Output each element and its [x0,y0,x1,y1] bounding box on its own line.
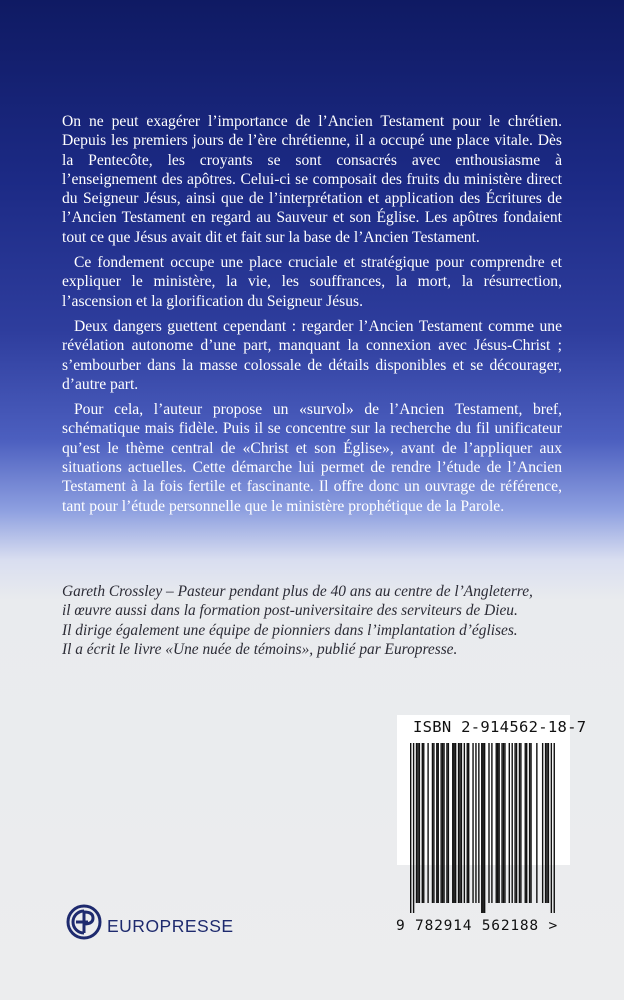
barcode-bar [478,743,479,903]
barcode-digits: 9 782914 562188 > [396,918,559,934]
barcode-bar [503,743,504,903]
barcode-bar [496,743,497,903]
barcode-bar [516,743,517,903]
barcode-bar [459,743,460,903]
bio-line-2: il œuvre aussi dans la formation post-universitaire des serviteurs de Dieu. [62,602,518,620]
barcode-bar [472,743,473,903]
barcode-bar [467,743,468,903]
barcode-bar [423,743,424,903]
barcode-bar [551,743,552,913]
barcode-bar [519,743,520,903]
barcode-bar [484,743,485,913]
barcode-bar [483,743,484,913]
barcode-bar [440,743,441,903]
publisher-name: EUROPRESSE [107,916,234,936]
back-cover-blurb [62,112,562,522]
barcode-icon [406,743,562,913]
barcode-bar [525,743,526,903]
barcode-bar [452,743,453,903]
blurb-paragraph-2: Ce fondement occupe une place cruciale et stratégique pour comprendre et expliquer le ministère, la vie, les souffrances, la mort, la résurrection, l’ascension et la glorification du Seigneur Jésus. [62,254,562,310]
barcode-bar [497,743,498,903]
barcode-bar [413,743,414,913]
barcode-bar [448,743,449,903]
barcode-bar [512,743,513,903]
barcode-bar [488,743,489,903]
bio-line-4: Il a écrit le livre «Une nuée de témoins», publié par Europresse. [62,641,458,659]
barcode-bar [438,743,439,903]
barcode-bar [548,743,549,903]
barcode-bar [509,743,510,903]
barcode-bar [526,743,527,903]
barcode-bar [436,743,437,903]
barcode-bar [520,743,521,903]
barcode-bar [536,743,537,903]
isbn-label: ISBN 2-914562-18-7 [413,718,587,736]
barcode-bar [454,743,455,903]
ep-monogram-icon [66,904,102,940]
barcode-bar [530,743,531,903]
barcode-bar [410,743,411,913]
barcode-bar [554,743,555,913]
barcode-bar [461,743,462,903]
barcode-bar [529,743,530,903]
barcode-bar [498,743,499,903]
barcode-bar [464,743,465,903]
blurb-paragraph-1: On ne peut exagérer l’importance de l’Ancien Testament pour le chrétien. Depuis les premiers jours de l’ère chrétienne, il a occupé une place vitale. Dès la Pentecôte, les croyants se sont consacrés avec enthousiasme à l’enseignement des apôtres. Celui-ci se composait des fruits du ministère direct du Seigneur Jésus, ainsi que de l’interprétation et application des Écritures de l’Ancien Testament en regard au Sauveur et son Église. Les apôtres fondaient tout ce que Jésus avait dit et fait sur la base de l’Ancien Testament. [62,113,562,246]
barcode-bar [417,743,418,903]
blurb-paragraph-3: Deux dangers guettent cependant : regarder l’Ancien Testament comme une révélation autonome d’une part, manquant la connexion avec Jésus-Christ ; s’embourber dans la masse colossale de détails disponibles et se décourager, d’autre part. [62,317,562,393]
barcode-bar [546,743,547,903]
barcode-bar [442,743,443,903]
barcode-bar [427,743,428,903]
barcode-bar [481,743,482,913]
bio-line-1: Gareth Crossley – Pasteur pendant plus de 40 ans au centre de l’Angleterre, [62,583,533,600]
barcode-bar [504,743,505,903]
barcode-bar [458,743,459,903]
barcode-bar [475,743,476,903]
barcode-bar [443,743,444,903]
bio-line-3: Il dirige également une équipe de pionniers dans l’implantation d’églises. [62,621,518,639]
barcode-bar [419,743,420,903]
barcode-bar [491,743,492,903]
barcode-bar [416,743,417,903]
barcode-bar [545,743,546,903]
blurb-paragraph-4: Pour cela, l’auteur propose un «survol» de l’Ancien Testament, bref, schématique mais fidèle. Puis il se concentre sur la recherche du fil unificateur qu’est le thème central de «Christ et son Église», avant de l’appliquer aux situations actuelles. Cette démarche lui permet de rendre l’étude de l’Ancien Testament à la fois fertile et fascinante. Il offre donc un ouvrage de référence, tant pour l’étude personnelle que le ministère prophétique de la Parole. [62,401,562,515]
barcode-bar [514,743,515,903]
barcode-bar [422,743,423,903]
barcode-bar [501,743,502,903]
barcode-bar [432,743,433,903]
barcode-bar [468,743,469,903]
barcode-bar [542,743,543,903]
author-bio [62,582,582,660]
barcode-bar [433,743,434,903]
barcode-bar [446,743,447,903]
barcode-bar [455,743,456,903]
